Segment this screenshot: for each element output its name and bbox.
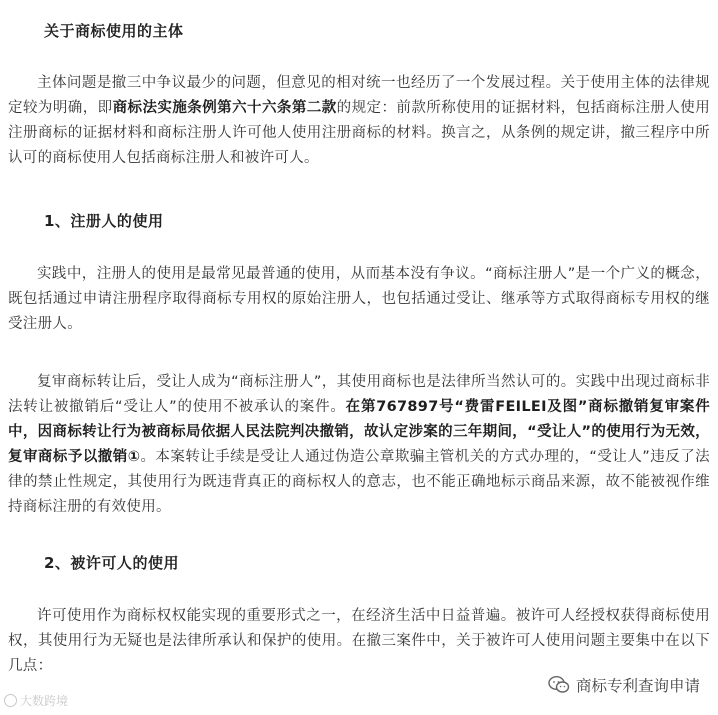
wechat-icon bbox=[548, 675, 570, 695]
section-title: 关于商标使用的主体 bbox=[44, 22, 184, 40]
paragraph-subject-intro bbox=[8, 71, 710, 171]
heading-licensee-use: 2、被许可人的使用 bbox=[44, 554, 179, 572]
watermark-right-text: 商标专利查询申请 bbox=[575, 677, 700, 695]
watermark-left bbox=[4, 692, 68, 709]
watermark-right bbox=[544, 672, 704, 698]
p1-bold-regulation: 商标法实施条例第六十六条第二款 bbox=[112, 100, 337, 116]
p3-bold-case: 在第767897号“费雷FEILEI及图”商标撤销复审案件中，因商标转让行为被商标局依据人民法院判决撤销，故认定涉案的三年期间，“受让人”的使用行为无效，复审商标予以撤销① bbox=[8, 399, 711, 465]
circle-logo-icon bbox=[4, 694, 17, 707]
paragraph-registrant-use: 实践中，注册人的使用是最常见最普通的使用，从而基本没有争议。“商标注册人”是一个广义的概念，既包括通过申请注册程序取得商标专用权的原始注册人，也包括通过受让、继承等方式取得商标专用权的继受注册人。 bbox=[8, 266, 710, 332]
p1-text-before: 主体问题是撤三中争议最少的问题，但意见的相对统一也经历了一个发展过程。关于使用主体的法律规定较为明确，即 bbox=[8, 75, 710, 116]
heading-registrant-use: 1、注册人的使用 bbox=[44, 212, 164, 230]
paragraph-licensee-use: 许可使用作为商标权权能实现的重要形式之一，在经济生活中日益普遍。被许可人经授权获得商标使用权，其使用行为无疑也是法律所承认和保护的使用。在撤三案件中，关于被许可人使用问题主要集中在以下几点： bbox=[8, 608, 710, 674]
paragraph-transfer-case bbox=[8, 370, 710, 520]
p3-text-after: 。本案转让手续是受让人通过伪造公章欺骗主管机关的方式办理的，“受让人”违反了法律的禁止性规定，其使用行为既违背真正的商标权人的意志，也不能正确地标示商品来源，故不能被视作维持商标注册的有效使用。 bbox=[8, 449, 710, 515]
watermark-left-text: 大数跨境 bbox=[20, 694, 69, 708]
p3-text-before: 复审商标转让后，受让人成为“商标注册人”，其使用商标也是法律所当然认可的。实践中出现过商标非法转让被撤销后“受让人”的使用不被承认的案件。 bbox=[8, 374, 710, 415]
p1-text-after: 的规定：前款所称使用的证据材料，包括商标注册人使用注册商标的证据材料和商标注册人许可他人使用注册商标的材料。换言之，从条例的规定讲，撤三程序中所认可的商标使用人包括商标注册人和被许可人。 bbox=[8, 100, 711, 166]
